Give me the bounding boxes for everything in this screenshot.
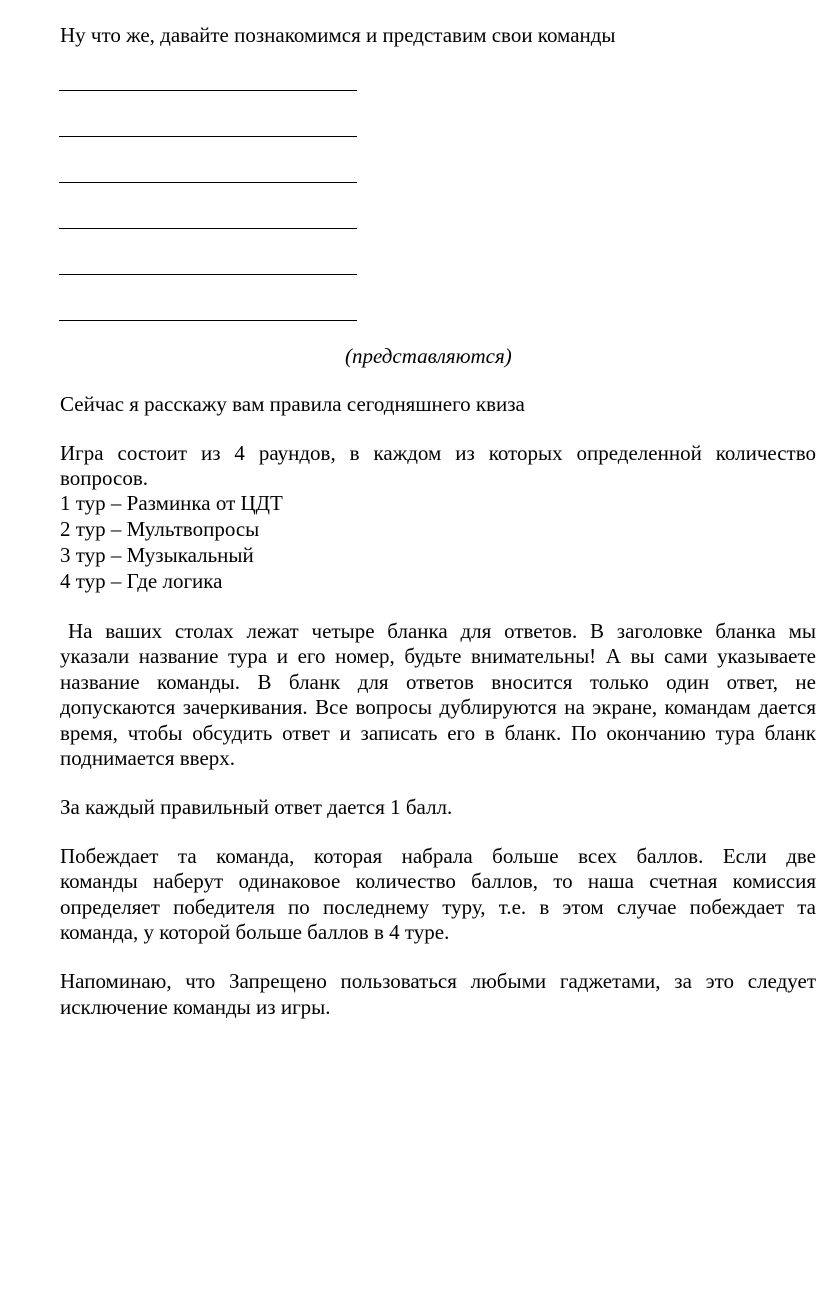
winner-line: Побеждает та команда, которая набрала больше всех баллов. Если две bbox=[60, 844, 816, 868]
tables-line: поднимается вверх. bbox=[60, 746, 236, 770]
tables-line: допускаются зачеркивания. Все вопросы дублируются на экране, командам дается bbox=[60, 695, 816, 719]
round-item: 3 тур – Музыкальный bbox=[60, 543, 254, 567]
reminder-line: исключение команды из игры. bbox=[60, 995, 331, 1019]
intro-text: Ну что же, давайте познакомимся и представим свои команды bbox=[60, 23, 616, 47]
winner-line: определяет победителя по последнему туру, т.е. в этом случае побеждает та bbox=[60, 895, 816, 919]
tables-line: название команды. В бланк для ответов вносится только один ответ, не bbox=[60, 670, 816, 694]
tables-line: время, чтобы обсудить ответ и записать его в бланк. По окончанию тура бланк bbox=[60, 721, 816, 745]
team-name-blank-5 bbox=[59, 274, 357, 275]
game-text-line-1: Игра состоит из 4 раундов, в каждом из которых определенной количество bbox=[60, 441, 816, 465]
tables-line: На ваших столах лежат четыре бланка для ответов. В заголовке бланка мы bbox=[68, 619, 816, 643]
round-item: 2 тур – Мультвопросы bbox=[60, 517, 260, 541]
tables-line: указали название тура и его номер, будьте внимательны! А вы сами указываете bbox=[60, 644, 816, 668]
rules-intro: Сейчас я расскажу вам правила сегодняшнего квиза bbox=[60, 392, 525, 416]
round-item: 4 тур – Где логика bbox=[60, 569, 223, 593]
round-item: 1 тур – Разминка от ЦДТ bbox=[60, 491, 283, 515]
point-rule: За каждый правильный ответ дается 1 балл. bbox=[60, 795, 453, 819]
team-name-blank-2 bbox=[59, 136, 357, 137]
team-name-blank-6 bbox=[59, 320, 357, 321]
winner-line: команды наберут одинаковое количество баллов, то наша счетная комиссия bbox=[60, 869, 816, 893]
team-name-blank-4 bbox=[59, 228, 357, 229]
game-text-line-2: вопросов. bbox=[60, 466, 149, 490]
reminder-line: Напоминаю, что Запрещено пользоваться любыми гаджетами, за это следует bbox=[60, 969, 816, 993]
team-name-blank-3 bbox=[59, 182, 357, 183]
winner-line: команда, у которой больше баллов в 4 туре. bbox=[60, 920, 450, 944]
team-name-blank-1 bbox=[59, 90, 357, 91]
stage-note: (представляются) bbox=[345, 344, 512, 368]
